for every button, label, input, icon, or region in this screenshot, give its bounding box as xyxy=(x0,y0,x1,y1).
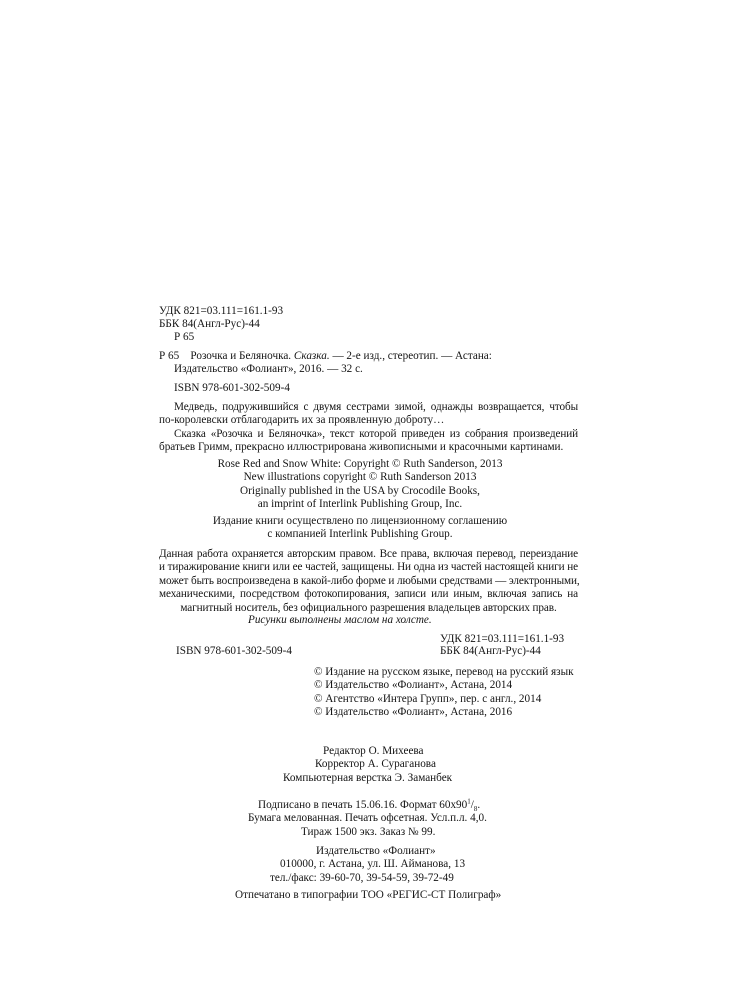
copyright-en xyxy=(159,458,561,512)
bibliographic-line-2: Издательство «Фолиант», 2016. — 32 с. xyxy=(174,363,363,375)
udk-code: УДК 821=03.111=161.1-93 xyxy=(159,305,284,317)
copyright-en-line: New illustrations copyright © Ruth Sanderson 2013 xyxy=(243,471,477,484)
copyright-en-line: Rose Red and Snow White: Copyright © Ruth Sanderson, 2013 xyxy=(217,458,503,470)
license-line: Издание книги осуществлено по лицензионному соглашению xyxy=(212,515,508,527)
bibliographic-genre: Сказка. xyxy=(293,350,330,362)
annotation-p2-line1: Сказка «Розочка и Беляночка», текст которой приведен из собрания произведений xyxy=(174,427,578,440)
print-signed xyxy=(245,799,487,812)
bibliographic-line-1 xyxy=(159,350,492,363)
annotation-p1-line2: по-королевски отблагодарить их за проявленную доброту… xyxy=(159,414,445,427)
copyrights-ru xyxy=(314,666,574,720)
license-notice xyxy=(159,515,561,542)
annotation xyxy=(159,401,578,455)
rights-line: может быть воспроизведена в какой-либо форме и любыми средствами — электронными, xyxy=(159,574,580,587)
license-line: с компанией Interlink Publishing Group. xyxy=(267,528,453,541)
isbn-top: ISBN 978-601-302-509-4 xyxy=(174,382,290,394)
rights-line: и тиражирование книги или ее частей, защищены. Ни одна из частей настоящей книги не xyxy=(159,561,578,574)
format-denominator: 8 xyxy=(473,805,478,814)
rights-line: магнитный носитель, без официального разрешения владельцев авторских прав. xyxy=(180,601,557,614)
bibliographic-details: — 2-е изд., стереотип. — Астана: xyxy=(332,350,492,362)
copyright-ru-line: © Издание на русском языке, перевод на русский язык xyxy=(314,666,574,678)
format-slash: / xyxy=(470,799,474,811)
author-mark: Р 65 xyxy=(174,331,195,343)
copyright-en-line: Originally published in the USA by Crocodile Books, xyxy=(240,484,480,497)
bibliographic-mark: Р 65 xyxy=(159,350,180,362)
udk-code-bottom: УДК 821=03.111=161.1-93 xyxy=(440,633,565,645)
print-run: Тираж 1500 экз. Заказ № 99. xyxy=(301,825,436,838)
print-signed-text: Подписано в печать 15.06.16. Формат 60х90 xyxy=(258,799,468,811)
bbk-code-bottom: ББК 84(Англ-Рус)-44 xyxy=(440,645,541,657)
isbn-bottom: ISBN 978-601-302-509-4 xyxy=(176,645,292,657)
credit-editor: Редактор О. Михеева xyxy=(323,745,424,757)
copyright-ru-line: © Издательство «Фолиант», Астана, 2014 xyxy=(314,679,513,692)
credits xyxy=(259,745,452,785)
rights-notice xyxy=(159,548,578,615)
bbk-code: ББК 84(Англ-Рус)-44 xyxy=(159,318,260,330)
publisher-name: Издательство «Фолиант» xyxy=(316,845,436,857)
illustrations-note: Рисунки выполнены маслом на холсте. xyxy=(248,614,432,626)
rights-line: Данная работа охраняется авторским правом. Все права, включая перевод, переиздание xyxy=(159,548,578,560)
publisher-address: 010000, г. Астана, ул. Ш. Айманова, 13 xyxy=(280,858,466,871)
publisher xyxy=(270,845,465,885)
copyright-en-line: an imprint of Interlink Publishing Group, Inc. xyxy=(257,498,463,511)
bibliographic-title: Розочка и Беляночка. xyxy=(190,350,292,362)
print-paper: Бумага мелованная. Печать офсетная. Усл.п.л. 4,0. xyxy=(248,812,487,825)
publisher-phone: тел./факс: 39-60-70, 39-54-59, 39-72-49 xyxy=(270,871,454,884)
rights-line: механическими, посредством фотокопирования, записи или иным, включая запись на xyxy=(159,588,578,601)
copyright-ru-line: © Агентство «Интера Групп», пер. с англ., 2014 xyxy=(314,692,542,705)
credit-layout: Компьютерная верстка Э. Заманбек xyxy=(283,771,453,784)
print-signed-end: . xyxy=(477,799,481,811)
print-info xyxy=(245,799,487,839)
credit-proofreader: Корректор А. Сураганова xyxy=(315,758,436,771)
annotation-p1-line1: Медведь, подружившийся с двумя сестрами зимой, однажды возвращается, чтобы xyxy=(174,401,578,413)
printed-at: Отпечатано в типографии ТОО «РЕГИС-СТ Полиграф» xyxy=(235,889,502,901)
format-numerator: 1 xyxy=(467,797,471,806)
copyright-ru-line: © Издательство «Фолиант», Астана, 2016 xyxy=(314,706,513,719)
annotation-p2-line2: братьев Гримм, прекрасно иллюстрирована живописными и красочными картинами. xyxy=(159,441,564,454)
